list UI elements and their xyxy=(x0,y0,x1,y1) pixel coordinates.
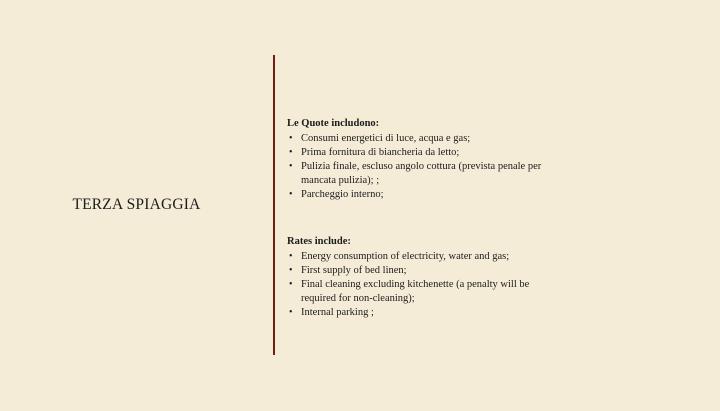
rates-section-italian xyxy=(287,117,563,202)
vertical-divider xyxy=(273,55,275,355)
list-item: • Internal parking ; xyxy=(287,306,563,320)
rates-list-italian xyxy=(287,132,563,202)
section-heading-italian: Le Quote includono: xyxy=(287,118,380,129)
list-item: • Energy consumption of electricity, water and gas; xyxy=(287,250,563,264)
section-heading-english: Rates include: xyxy=(287,236,351,247)
list-item: • Prima fornitura di biancheria da letto; xyxy=(287,146,563,160)
list-item: • Final cleaning excluding kitchenette (a penalty will be required for non-cleaning); xyxy=(287,278,563,306)
list-item: • Pulizia finale, escluso angolo cottura (prevista penale per mancata pulizia); ; xyxy=(287,160,563,188)
rates-section-english xyxy=(287,235,563,320)
list-item: • Parcheggio interno; xyxy=(287,188,563,202)
list-item: • First supply of bed linen; xyxy=(287,264,563,278)
list-item: • Consumi energetici di luce, acqua e gas; xyxy=(287,132,563,146)
page-title: TERZA SPIAGGIA xyxy=(72,196,201,213)
rates-list-english xyxy=(287,250,563,320)
